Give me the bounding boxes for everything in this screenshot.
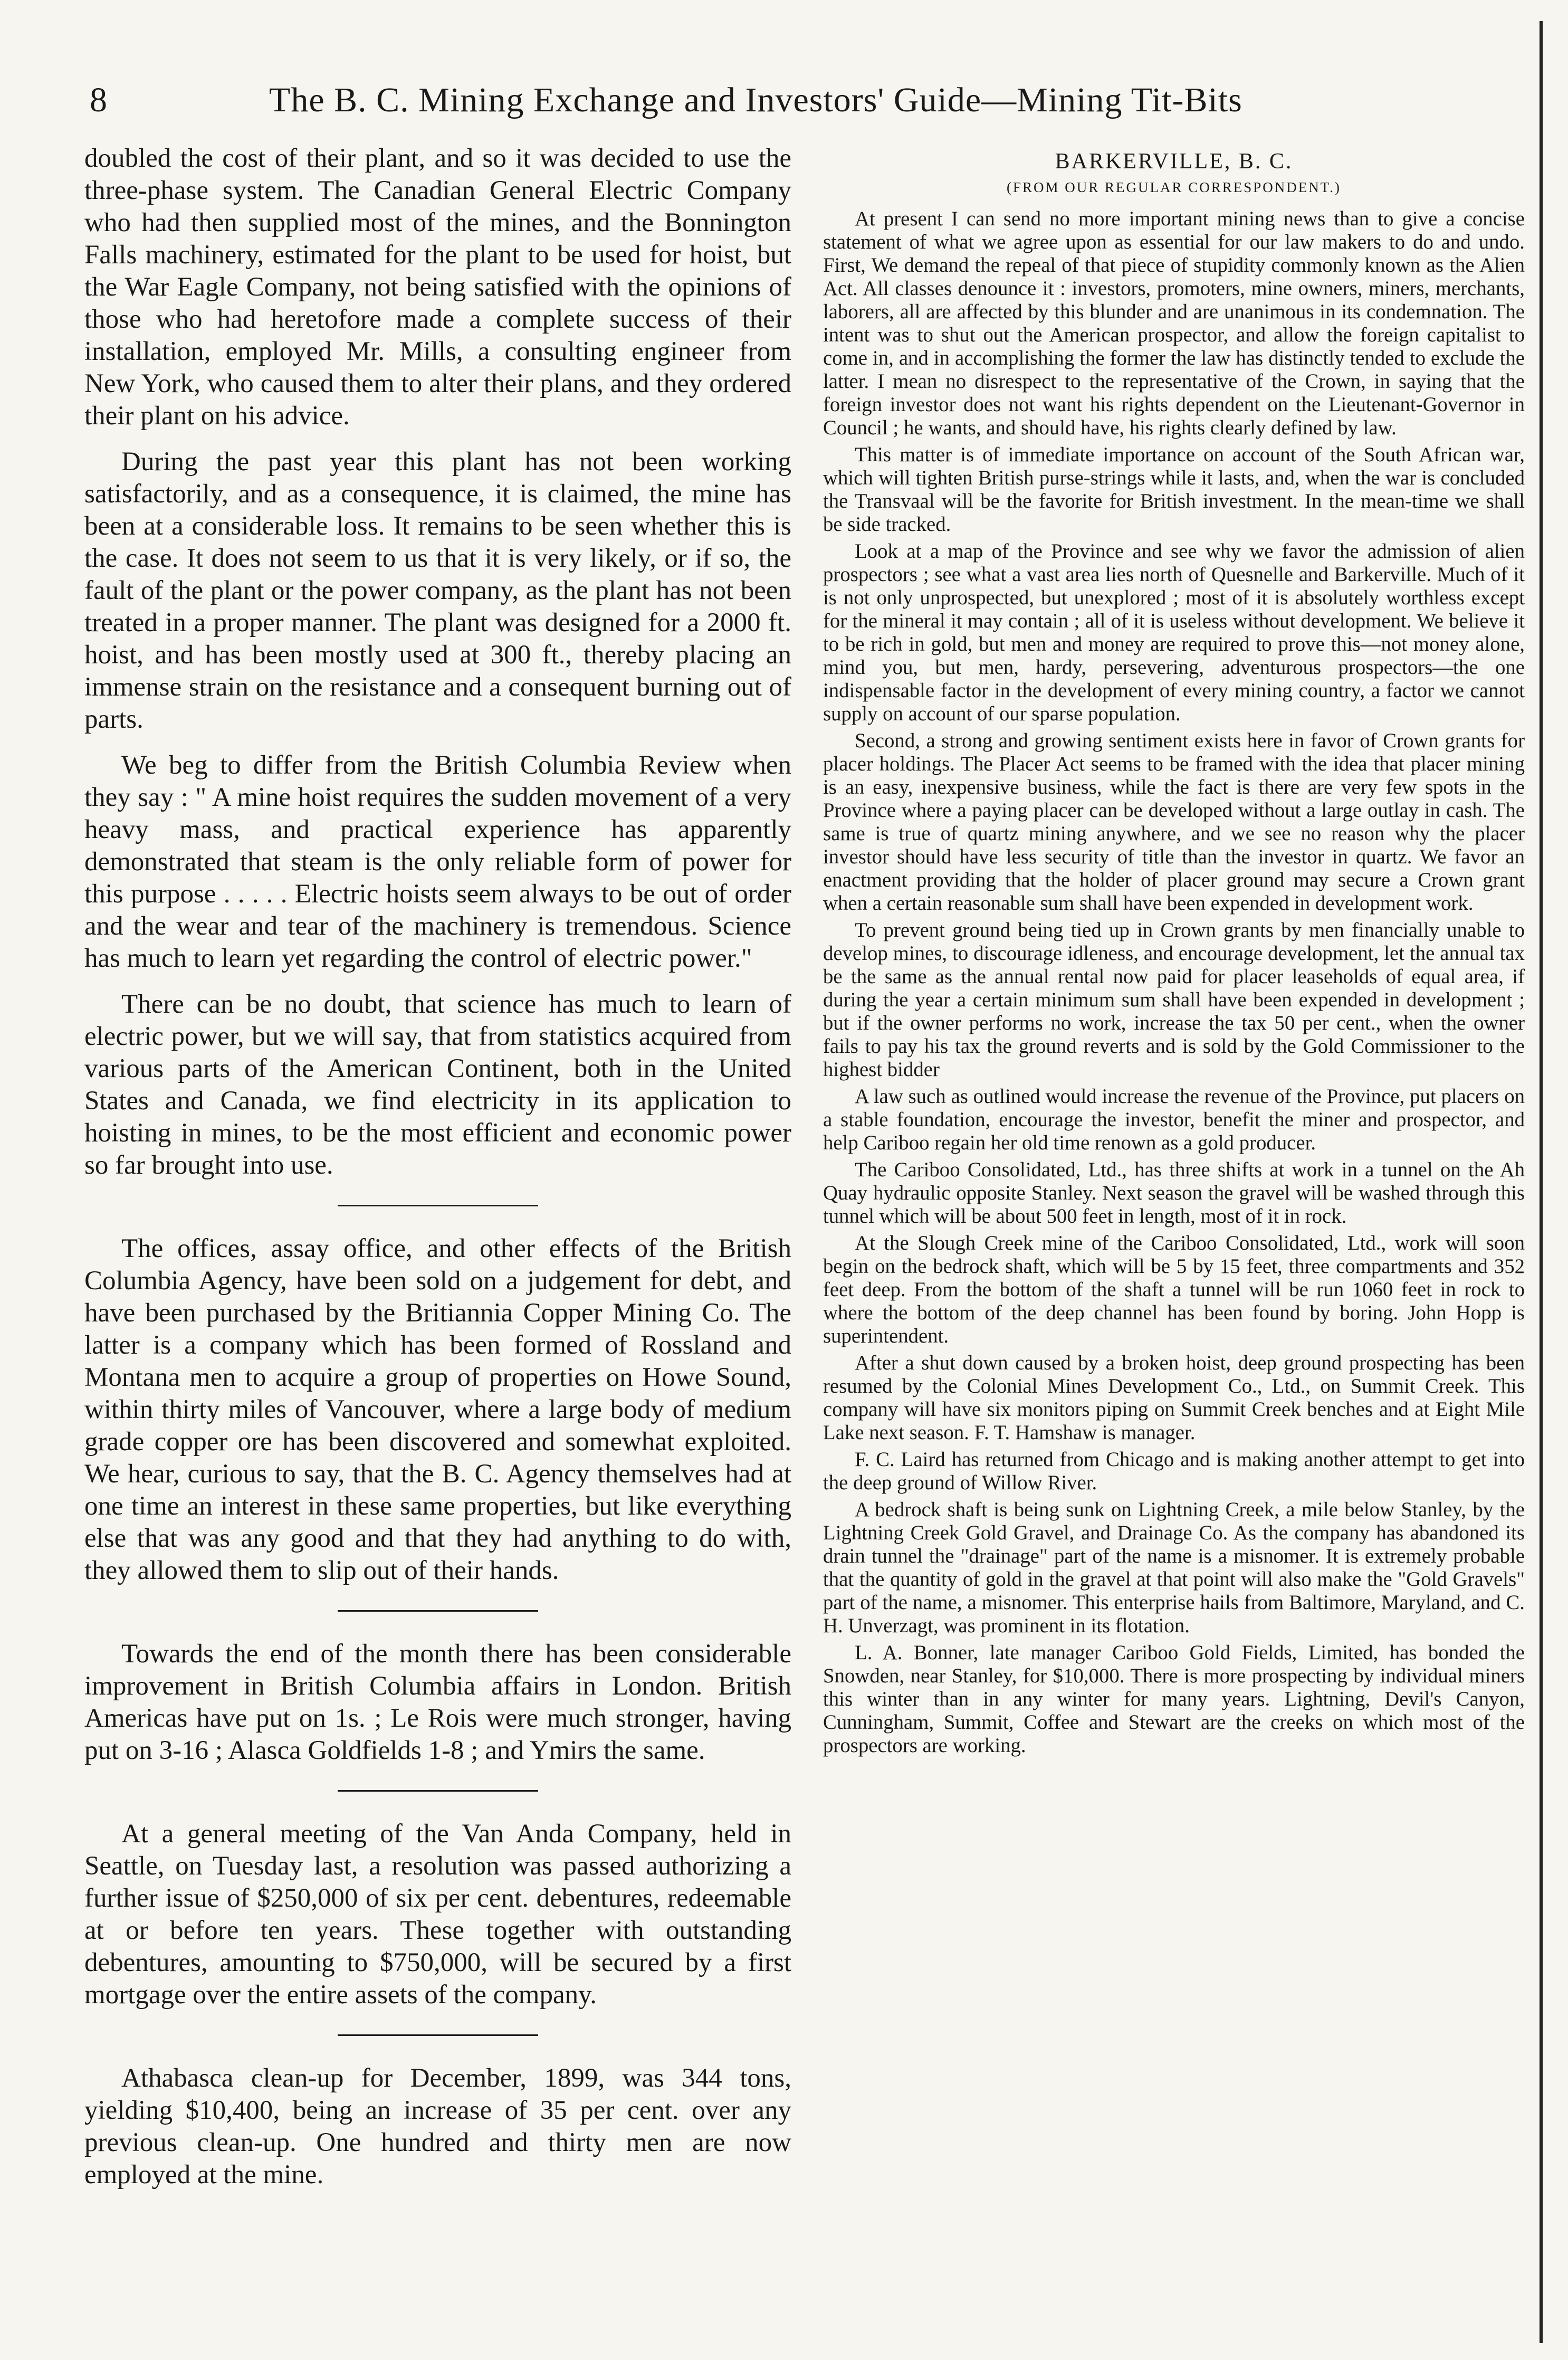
- correspondent-paragraph: After a shut down caused by a broken hoist, deep ground prospecting has been resumed by the Colonial Mines Development Co., Ltd., on Summit Creek. This company will have six monitors piping on Summit Creek benches and at Eight Mile Lake next season. F. T. Hamshaw is manager.: [823, 1352, 1525, 1444]
- right-column: [823, 142, 1525, 1761]
- correspondent-paragraph: Look at a map of the Province and see why we favor the admission of alien prospectors ; see what a vast area lies north of Quesnelle and Barkerville. Much of it is not only unprospected, but unexplored ; most of it is absolutely worthless except for the mineral it may contain ; all of it is useless without development. We believe it to be rich in gold, but men and money are required to prove this—not money alone, mind you, but men, hardy, persevering, adventurous prospectors—the one indispensable factor in the development of every mining country, a factor we cannot supply on account of our sparse population.: [823, 540, 1525, 725]
- correspondent-paragraph: At the Slough Creek mine of the Cariboo Consolidated, Ltd., work will soon begin on the bedrock shaft, which will be 5 by 15 feet, three compartments and 352 feet deep. From the bottom of the shaft a tunnel will be run 1060 feet in rock to where the bottom of the deep channel has been found by boring. John Hopp is superintendent.: [823, 1232, 1525, 1347]
- news-item: Athabasca clean-up for December, 1899, was 344 tons, yielding $10,400, being an increase of 35 per cent. over any previous clean-up. One hundred and thirty men are now employed at the mine.: [84, 2063, 791, 2190]
- correspondent-paragraph: This matter is of immediate importance on account of the South African war, which will tighten British purse-strings while it lasts, and, when the war is concluded the Transvaal will be the favorite for British investment. In the mean-time we shall be side tracked.: [823, 443, 1525, 536]
- article-paragraph: We beg to differ from the British Columbia Review when they say : " A mine hoist requires the sudden movement of a very heavy mass, and practical experience has apparently demonstrated that steam is the only reliable form of power for this purpose . . . . . Electric hoists seem always to be out of order and the wear and tear of the machinery is tremendous. Science has much to learn yet regarding the control of electric power.": [84, 750, 791, 973]
- correspondent-paragraph: A bedrock shaft is being sunk on Lightning Creek, a mile below Stanley, by the Lightning Creek Gold Gravel, and Drainage Co. As the company has abandoned its drain tunnel the "drainage" part of the name is a misnomer. It is extremely probable that the quantity of gold in the gravel at that point will also make the "Gold Gravels" part of the name, a misnomer. This enterprise hails from Baltimore, Maryland, and C. H. Unverzagt, was prominent in its flotation.: [823, 1498, 1525, 1637]
- correspondent-paragraph: F. C. Laird has returned from Chicago and is making another attempt to get into the deep ground of Willow River.: [823, 1448, 1525, 1494]
- article-paragraph: doubled the cost of their plant, and so it was decided to use the three-phase system. The Canadian General Electric Company who had then supplied most of the mines, and the Bonnington Falls machinery, estimated for the plant to be used for hoist, but the War Eagle Company, not being satisfied with the opinions of those who had heretofore made a complete success of their installation, employed Mr. Mills, a consulting engineer from New York, who caused them to alter their plans, and they ordered their plant on his advice.: [84, 144, 791, 431]
- section-divider: [338, 1205, 538, 1206]
- section-subheading: (FROM OUR REGULAR CORRESPONDENT.): [1006, 179, 1342, 195]
- page-number: 8: [90, 81, 107, 119]
- section-divider: [338, 2034, 538, 2036]
- correspondent-paragraph: L. A. Bonner, late manager Cariboo Gold Fields, Limited, has bonded the Snowden, near Stanley, for $10,000. There is more prospecting by individual miners this winter than in any winter for many years. Lightning, Devil's Canyon, Cunningham, Summit, Coffee and Stewart are the creeks on which most of the prospectors are working.: [823, 1641, 1525, 1757]
- correspondent-paragraph: At present I can send no more important mining news than to give a concise statement of what we agree upon as essential for our law makers to do and undo. First, We demand the repeal of that piece of stupidity commonly known as the Alien Act. All classes denounce it : investors, promoters, mine owners, miners, merchants, laborers, all are affected by this blunder and are unanimous in its condemnation. The intent was to shut out the American prospector, and allow the foreign capitalist to come in, and in accomplishing the former the law has distinctly tended to exclude the latter. I mean no disrespect to the representative of the Crown, in saying that the foreign investor does not want his rights dependent on the Lieutenant-Governor in Council ; he wants, and should have, his rights clearly defined by law.: [823, 207, 1525, 439]
- left-column: [84, 142, 791, 2205]
- news-item: The offices, assay office, and other effects of the British Columbia Agency, have been sold on a judgement for debt, and have been purchased by the Britiannia Copper Mining Co. The latter is a company which has been formed of Rossland and Montana men to acquire a group of properties on Howe Sound, within thirty miles of Vancouver, where a large body of medium grade copper ore has been discovered and somewhat exploited. We hear, curious to say, that the B. C. Agency themselves had at one time an interest in these same properties, but like everything else that was any good and that they had anything to do with, they allowed them to slip out of their hands.: [84, 1234, 791, 1585]
- correspondent-paragraph: To prevent ground being tied up in Crown grants by men financially unable to develop mines, to discourage idleness, and encourage development, let the annual tax be the same as the annual rental now paid for placer leaseholds of equal area, if during the year a certain minimum sum shall have been expended in development ; but if the owner performs no work, increase the tax 50 per cent., when the owner fails to pay his tax the ground reverts and is sold by the Gold Commissioner to the highest bidder: [823, 919, 1525, 1081]
- article-paragraph: During the past year this plant has not been working satisfactorily, and as a consequence, it is claimed, the mine has been at a considerable loss. It remains to be seen whether this is the case. It does not seem to us that it is very likely, or if so, the fault of the plant or the power company, as the plant has not been treated in a proper manner. The plant was designed for a 2000 ft. hoist, and has been mostly used at 300 ft., thereby placing an immense strain on the resistance and a consequent burning out of parts.: [84, 447, 791, 734]
- article-paragraph: There can be no doubt, that science has much to learn of electric power, but we will say, that from statistics acquired from various parts of the American Continent, both in the United States and Canada, we find electricity in its application to hoisting in mines, to be the most efficient and economic power so far brought into use.: [84, 989, 791, 1180]
- correspondent-paragraph: Second, a strong and growing sentiment exists here in favor of Crown grants for placer holdings. The Placer Act seems to be framed with the idea that placer mining is an easy, inexpensive business, while the fact is there are very few spots in the Province where a paying placer can be developed without a large outlay in cash. The same is true of quartz mining anywhere, and we see no reason why the placer investor should have less security of title than the investor in quartz. We favor an enactment providing that the holder of placer ground may secure a Crown grant when a certain reasonable sum shall have been expended in development work.: [823, 729, 1525, 915]
- correspondent-paragraph: The Cariboo Consolidated, Ltd., has three shifts at work in a tunnel on the Ah Quay hydraulic opposite Stanley. Next season the gravel will be washed through this tunnel which will be about 500 feet in length, most of it in rock.: [823, 1158, 1525, 1227]
- section-divider: [338, 1610, 538, 1612]
- running-title: The B. C. Mining Exchange and Investors' Guide—Mining Tit-Bits: [269, 81, 1242, 119]
- news-item: At a general meeting of the Van Anda Company, held in Seattle, on Tuesday last, a resolution was passed authorizing a further issue of $250,000 of six per cent. debentures, redeemable at or before ten years. These together with outstanding debentures, amounting to $750,000, will be secured by a first mortgage over the entire assets of the company.: [84, 1819, 791, 2010]
- correspondent-paragraph: A law such as outlined would increase the revenue of the Province, put placers on a stable foundation, encourage the investor, benefit the miner and prospector, and help Cariboo regain her old time renown as a gold producer.: [823, 1085, 1525, 1154]
- section-divider: [338, 1790, 538, 1792]
- page-edge-line: [1540, 21, 1543, 2343]
- news-item: Towards the end of the month there has been considerable improvement in British Columbia affairs in London. British Americas have put on 1s. ; Le Rois were much stronger, having put on 3-16 ; Alasca Goldfields 1-8 ; and Ymirs the same.: [84, 1639, 791, 1765]
- page-header: [79, 74, 1504, 132]
- section-heading: BARKERVILLE, B. C.: [1055, 149, 1293, 174]
